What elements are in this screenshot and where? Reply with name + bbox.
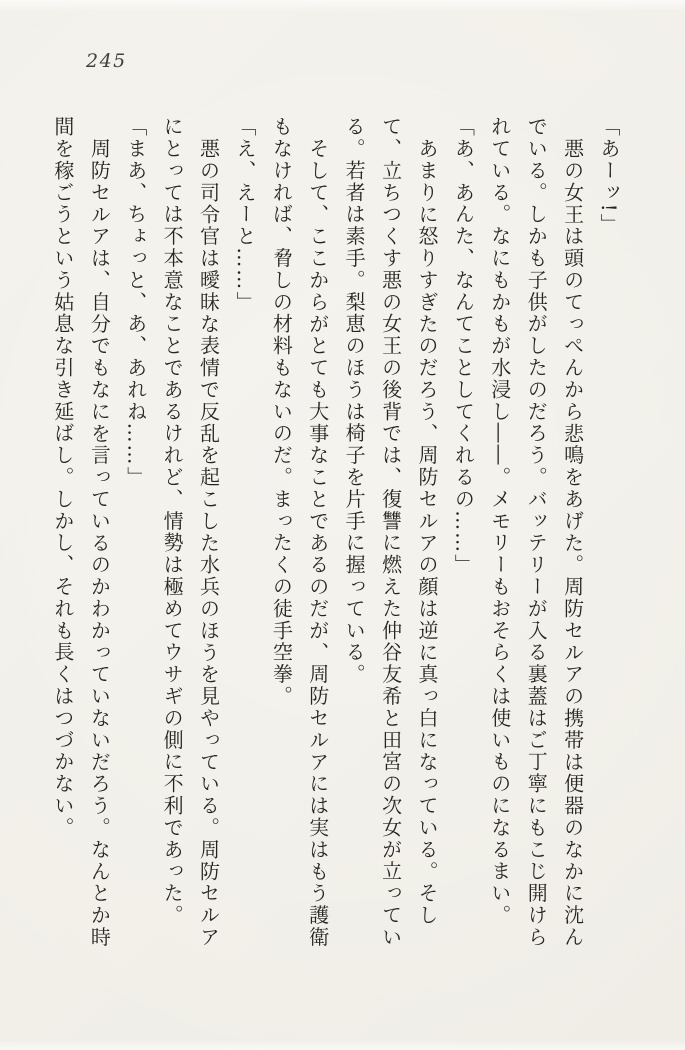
dialogue-paragraph: 「あーッ!」 <box>597 116 621 236</box>
narration-paragraph: そして、ここからがとても大事なことであるのだが、周防セルアには実はもう護衛もなければ、脅しの材料もないのだ。まったくの徒手空拳。 <box>269 116 330 949</box>
dialogue-paragraph: 「まあ、ちょっと、あ、あれね……」 <box>123 116 148 489</box>
scan-edge-top <box>0 0 685 12</box>
narration-paragraph: 悪の女王は頭のてっぺんから悲鳴をあげた。周防セルアの携帯は便器のなかに沈んでいる。しかも子供がしたのだろう。バッテリーが入る裏蓋はご丁寧にもこじ開けられている。なにもかもが水浸し――。メモリーもおそらくは使いものになるまい。 <box>487 116 585 949</box>
narration-paragraph: あまりに怒りすぎたのだろう、周防セルアの顔は逆に真っ白になっている。そして、立ちつくす悪の女王の後背では、復讐に燃えた仲谷友希と田宮の次女が立っている。若者は素手。梨恵のほうは椅子を片手に握っている。 <box>342 116 439 949</box>
scan-edge-bottom <box>0 1040 685 1050</box>
narration-paragraph: 悪の司令官は曖昧な表情で反乱を起こした水兵のほうを見やっている。周防セルアにとっては不本意なことであるけれど、情勢は極めてウサギの側に不利であった。 <box>160 116 221 949</box>
page-number: 245 <box>86 50 127 72</box>
dialogue-paragraph: 「え、えーと……」 <box>232 116 257 314</box>
narration-paragraph: 周防セルアは、自分でもなにを言っているのかわかっていないだろう。なんとか時間を稼ごうという姑息な引き延ばし。しかし、それも長くはつづかない。 <box>50 116 112 949</box>
dialogue-paragraph: 「あ、あんた、なんてことしてくれるの……」 <box>451 116 476 576</box>
body-text-block <box>45 116 628 950</box>
